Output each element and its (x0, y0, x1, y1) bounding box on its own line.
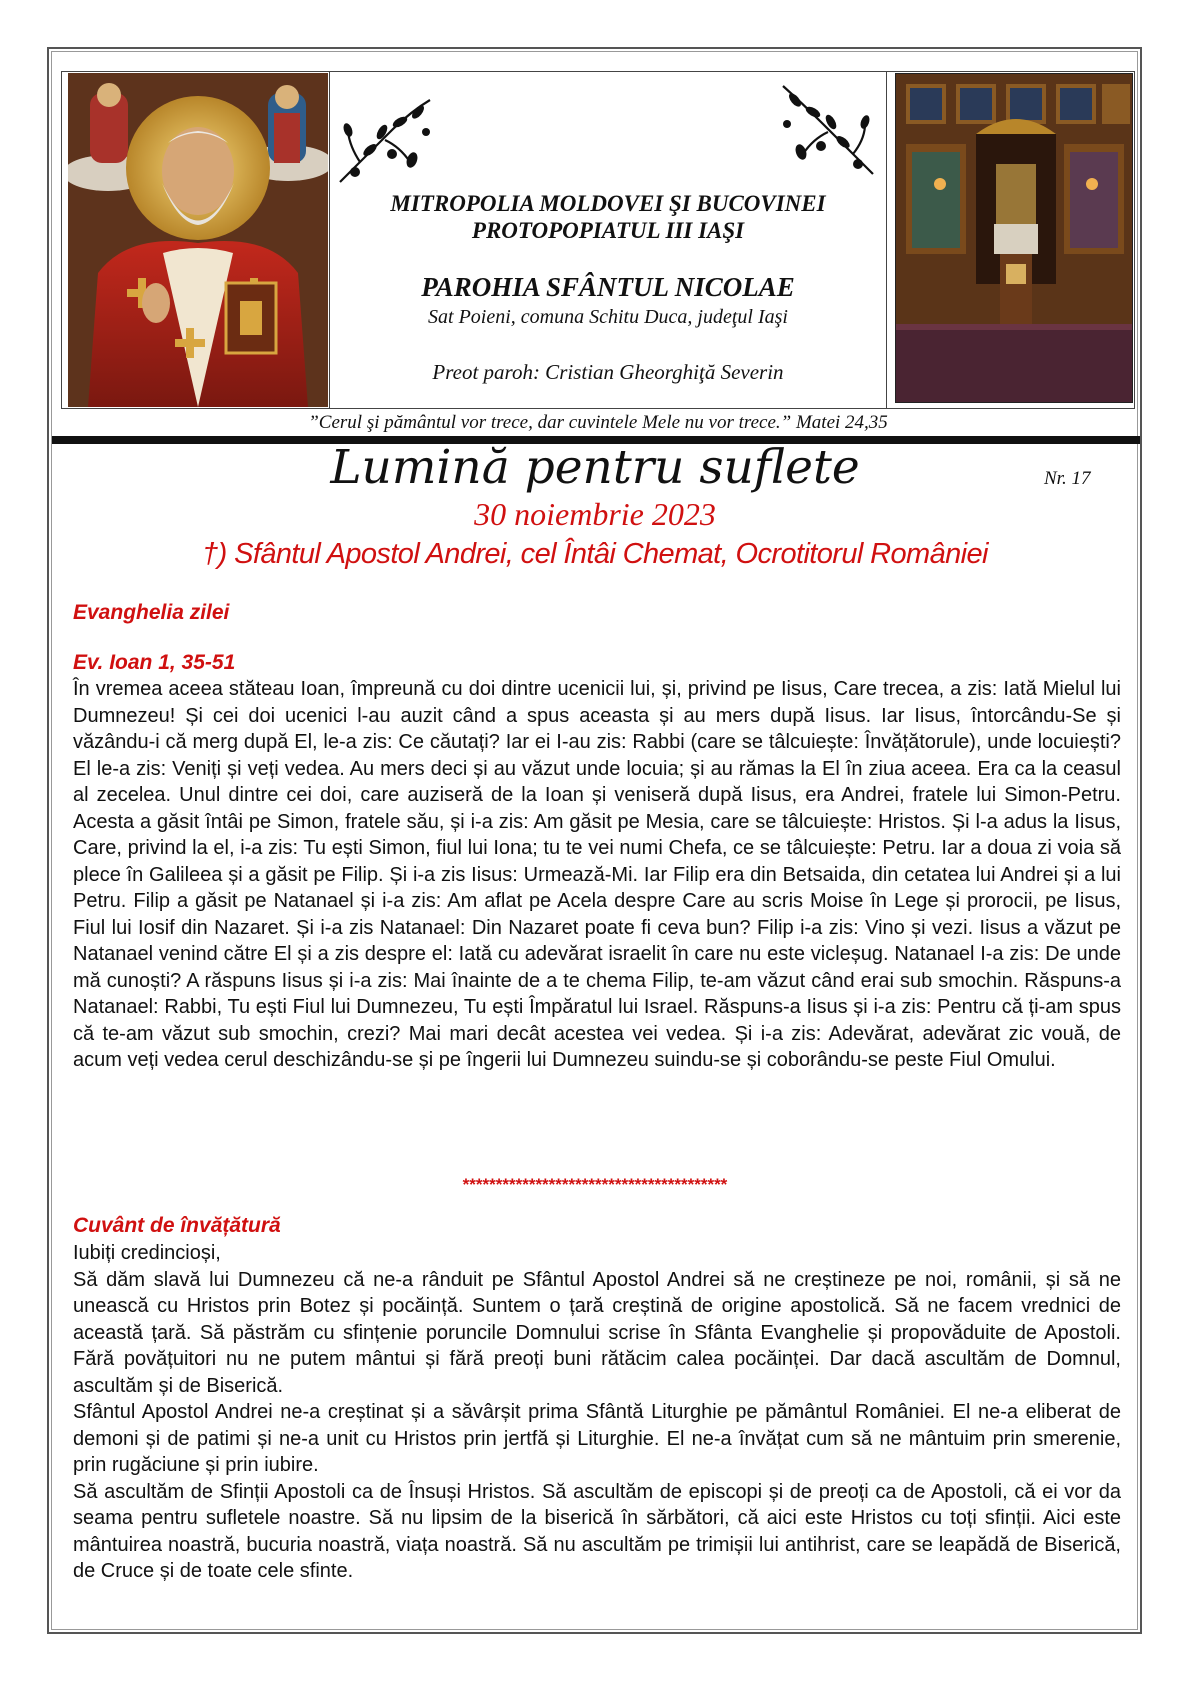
parish-location: Sat Poieni, comuna Schitu Duca, judeţul Iaşi (428, 306, 788, 328)
teaching-section-title: Cuvânt de învățătură (73, 1214, 281, 1237)
metropolis-header (330, 190, 886, 244)
teaching-text (73, 1240, 1121, 1585)
church-iconostasis-photo (895, 73, 1133, 403)
newsletter-title: Lumină pentru suflete (330, 440, 860, 495)
metropolis-name: MITROPOLIA MOLDOVEI ŞI BUCOVINEI (390, 191, 826, 216)
deanery-name: PROTOPOPIATUL III IAŞI (471, 218, 745, 243)
gospel-reference: Ev. Ioan 1, 35-51 (73, 651, 236, 674)
parish-priest: Preot paroh: Cristian Gheorghiţă Severin (432, 360, 784, 384)
teaching-greeting: Iubiți credincioși, (73, 1242, 221, 1264)
parish-name: PAROHIA SFÂNTUL NICOLAE (421, 272, 795, 302)
feast-title: †) Sfântul Apostol Andrei, cel Întâi Chemat, Ocrotitorul României (202, 538, 988, 570)
gospel-paragraph: În vremea aceea stăteau Ioan, împreună cu doi dintre ucenicii lui, și, privind pe Iisus, Care trecea, a zis: Iată Mielul lui Dumnezeu! Și cei doi ucenici l-au auzit când a spus aceasta și au mers după Iisus. Iar Iisus, întorcându-Se și văzându-i că merg după El, le-a zis: Ce căutați? Iar ei I-au zis: Rabbi (care se tâlcuiește: Învățătorule), unde locuiești? El le-a zis: Veniți și veți vedea. Au mers deci și au văzut unde locuia; și au rămas la El în ziua aceea. Era ca la ceasul al zecelea. Unul dintre cei doi, care auziseră de la Ioan și veniseră după Iisus, era Andrei, fratele lui Simon-Petru. Acesta a găsit întâi pe Simon, fratele său, și i-a zis: Am găsit pe Mesia, care se tâlcuiește: Hristos. Și l-a adus la Iisus, Care, privind la el, i-a zis: Tu ești Simon, fiul lui Iona; tu te vei numi Chefa, ce se tâlcuiește: Petru. Iar a doua zi voia să plece în Galileea și a găsit pe Filip. Și i-a zis Iisus: Urmează-Mi. Iar Filip era din Betsaida, din cetatea lui Andrei și a lui Petru. Filip a găsit pe Natanael și i-a zis: Am aflat pe Acela despre Care au scris Moise în Lege și prorocii, pe Iisus, Fiul lui Iosif din Nazaret. Și i-a zis Natanael: Din Nazaret poate fi ceva bun? Filip i-a zis: Vino și vezi. Iisus a văzut pe Natanael venind către El și a zis despre el: Iată cu adevărat israelit în care nu este vicleșug. Natanael I-a zis: De unde mă cunoști? A răspuns Iisus și i-a zis: Mai înainte de a te chema Filip, te-am văzut când erai sub smochin. Răspuns-a Natanael: Rabbi, Tu ești Fiul lui Dumnezeu, Tu ești Împăratul lui Israel. Răspuns-a Iisus și i-a zis: Pentru că ți-am spus că te-am văzut sub smochin, crezi? Mai mari decât acestea vei vedea. Și i-a zis: Adevărat, adevărat zic vouă, de acum veți vedea cerul deschizându-se și pe îngerii lui Dumnezeu suindu-se și coborându-se peste Fiul Omului. (73, 678, 1121, 1071)
scripture-quote: ”Cerul şi pământul vor trece, dar cuvintele Mele nu vor trece.” Matei 24,35 (308, 412, 888, 433)
teaching-paragraph: Să ascultăm de Sfinții Apostoli ca de Însuși Hristos. Să ascultăm de episcopi și de preoți ca de Apostoli, că ei vor da seama pentru sufletele noastre. Să nu lipsim de la biserică în sărbători, că aici este Hristos cu toți sfinții. Aici este mântuirea noastră, bucuria noastră, viața noastră. Să nu ascultăm pe trimișii lui antihrist, care se leapădă de Biserică, de Cruce și de toate cele sfinte. (73, 1480, 1121, 1582)
issue-date: 30 noiembrie 2023 (474, 496, 716, 532)
gospel-text (73, 676, 1121, 1074)
section-separator: **************************************** (462, 1175, 728, 1194)
header-divider-right (886, 72, 887, 408)
teaching-paragraph: Sfântul Apostol Andrei ne-a creștinat și a săvârșit prima Sfântă Liturghie pe pământul României. El ne-a eliberat de demoni și de patimi și ne-a unit cu Hristos prin jertfă și Liturghie. El ne-a învățat cum să ne mântuim prin smerenie, prin rugăciune și prin iubire. (73, 1401, 1121, 1476)
teaching-paragraph: Să dăm slavă lui Dumnezeu că ne-a rânduit pe Sfântul Apostol Andrei să ne creștineze pe noi, românii, și să ne unească cu Hristos prin Botez și pocăință. Suntem o țară creștină de origine apostolică. Să ne facem vrednici de această țară. Să păstrăm cu sfințenie poruncile Domnului scrise în Sfânta Evanghelie și propovăduite de Apostoli. Fără povățuitori nu ne putem mântui și fără preoți buni rătăcim calea pocăinței. Dar dacă ascultăm de Domnul, ascultăm și de Biserică. (73, 1268, 1121, 1397)
issue-number: Nr. 17 (1044, 468, 1091, 489)
saint-nicholas-icon (68, 73, 328, 407)
olive-branch-ornament-left (330, 92, 440, 187)
olive-branch-ornament-right (773, 74, 883, 179)
gospel-section-title: Evanghelia zilei (73, 601, 230, 624)
